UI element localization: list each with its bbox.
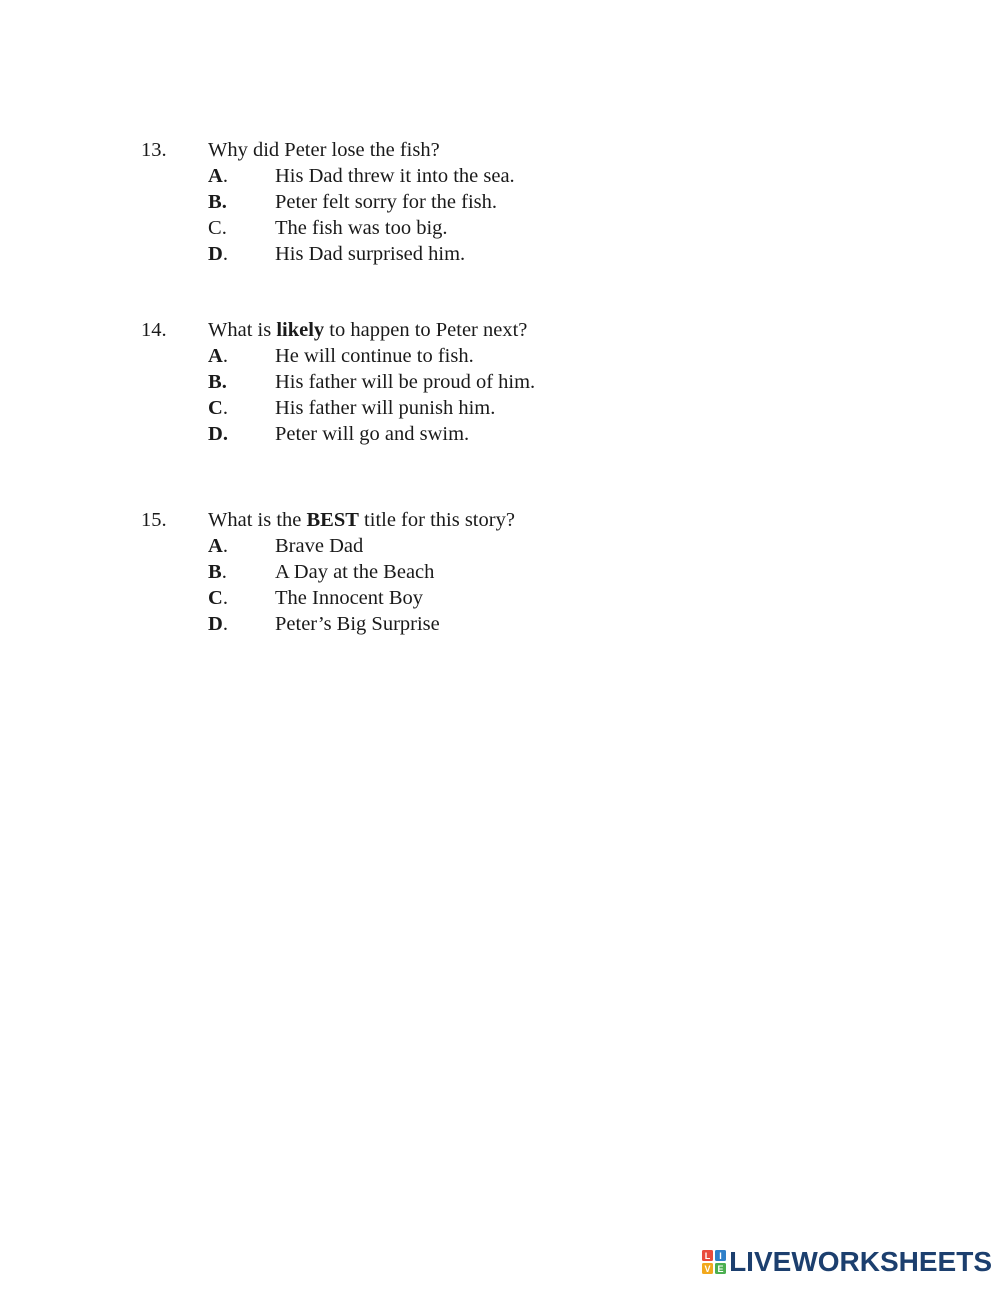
option-text: His Dad surprised him. <box>275 243 466 265</box>
option-letter: C. <box>208 587 228 609</box>
option-a[interactable] <box>0 343 1000 369</box>
option-b[interactable] <box>0 559 1000 585</box>
option-d[interactable] <box>0 611 1000 637</box>
option-text: His father will be proud of him. <box>275 371 536 393</box>
question-number: 13. <box>141 139 167 161</box>
option-d[interactable] <box>0 241 1000 267</box>
option-text: Peter felt sorry for the fish. <box>275 191 498 213</box>
liveworksheets-watermark <box>701 1247 992 1277</box>
option-a[interactable] <box>0 163 1000 189</box>
option-letter: D. <box>208 423 228 445</box>
option-letter: D. <box>208 243 228 265</box>
option-letter: A. <box>208 165 228 187</box>
option-text: The Innocent Boy <box>275 587 424 609</box>
option-text: A Day at the Beach <box>275 561 435 583</box>
question-stem: What is the BEST title for this story? <box>208 509 515 531</box>
option-text: Peter will go and swim. <box>275 423 470 445</box>
option-text: The fish was too big. <box>275 217 448 239</box>
question-number: 15. <box>141 509 167 531</box>
option-letter: B. <box>208 561 227 583</box>
option-b[interactable] <box>0 189 1000 215</box>
option-text: He will continue to fish. <box>275 345 474 367</box>
option-letter: B. <box>208 371 227 393</box>
option-c[interactable] <box>0 585 1000 611</box>
option-letter: B. <box>208 191 227 213</box>
option-text: Brave Dad <box>275 535 364 557</box>
option-d[interactable] <box>0 421 1000 447</box>
option-a[interactable] <box>0 533 1000 559</box>
svg-text:L: L <box>704 1251 711 1261</box>
option-text: Peter’s Big Surprise <box>275 613 440 635</box>
liveworksheets-brand-text: LIVEWORKSHEETS <box>729 1246 992 1277</box>
option-letter: C. <box>208 217 227 239</box>
option-text: His father will punish him. <box>275 397 496 419</box>
svg-text:V: V <box>704 1264 711 1274</box>
option-c[interactable] <box>0 215 1000 241</box>
question-stem: What is likely to happen to Peter next? <box>208 319 528 341</box>
question-number: 14. <box>141 319 167 341</box>
option-letter: D. <box>208 613 228 635</box>
svg-text:I: I <box>719 1251 722 1261</box>
option-c[interactable] <box>0 395 1000 421</box>
question-stem: Why did Peter lose the fish? <box>208 139 440 161</box>
option-letter: A. <box>208 535 228 557</box>
option-letter: C. <box>208 397 228 419</box>
option-text: His Dad threw it into the sea. <box>275 165 515 187</box>
svg-text:E: E <box>717 1264 724 1274</box>
option-letter: A. <box>208 345 228 367</box>
liveworksheets-logo-icon <box>701 1249 727 1275</box>
option-b[interactable] <box>0 369 1000 395</box>
